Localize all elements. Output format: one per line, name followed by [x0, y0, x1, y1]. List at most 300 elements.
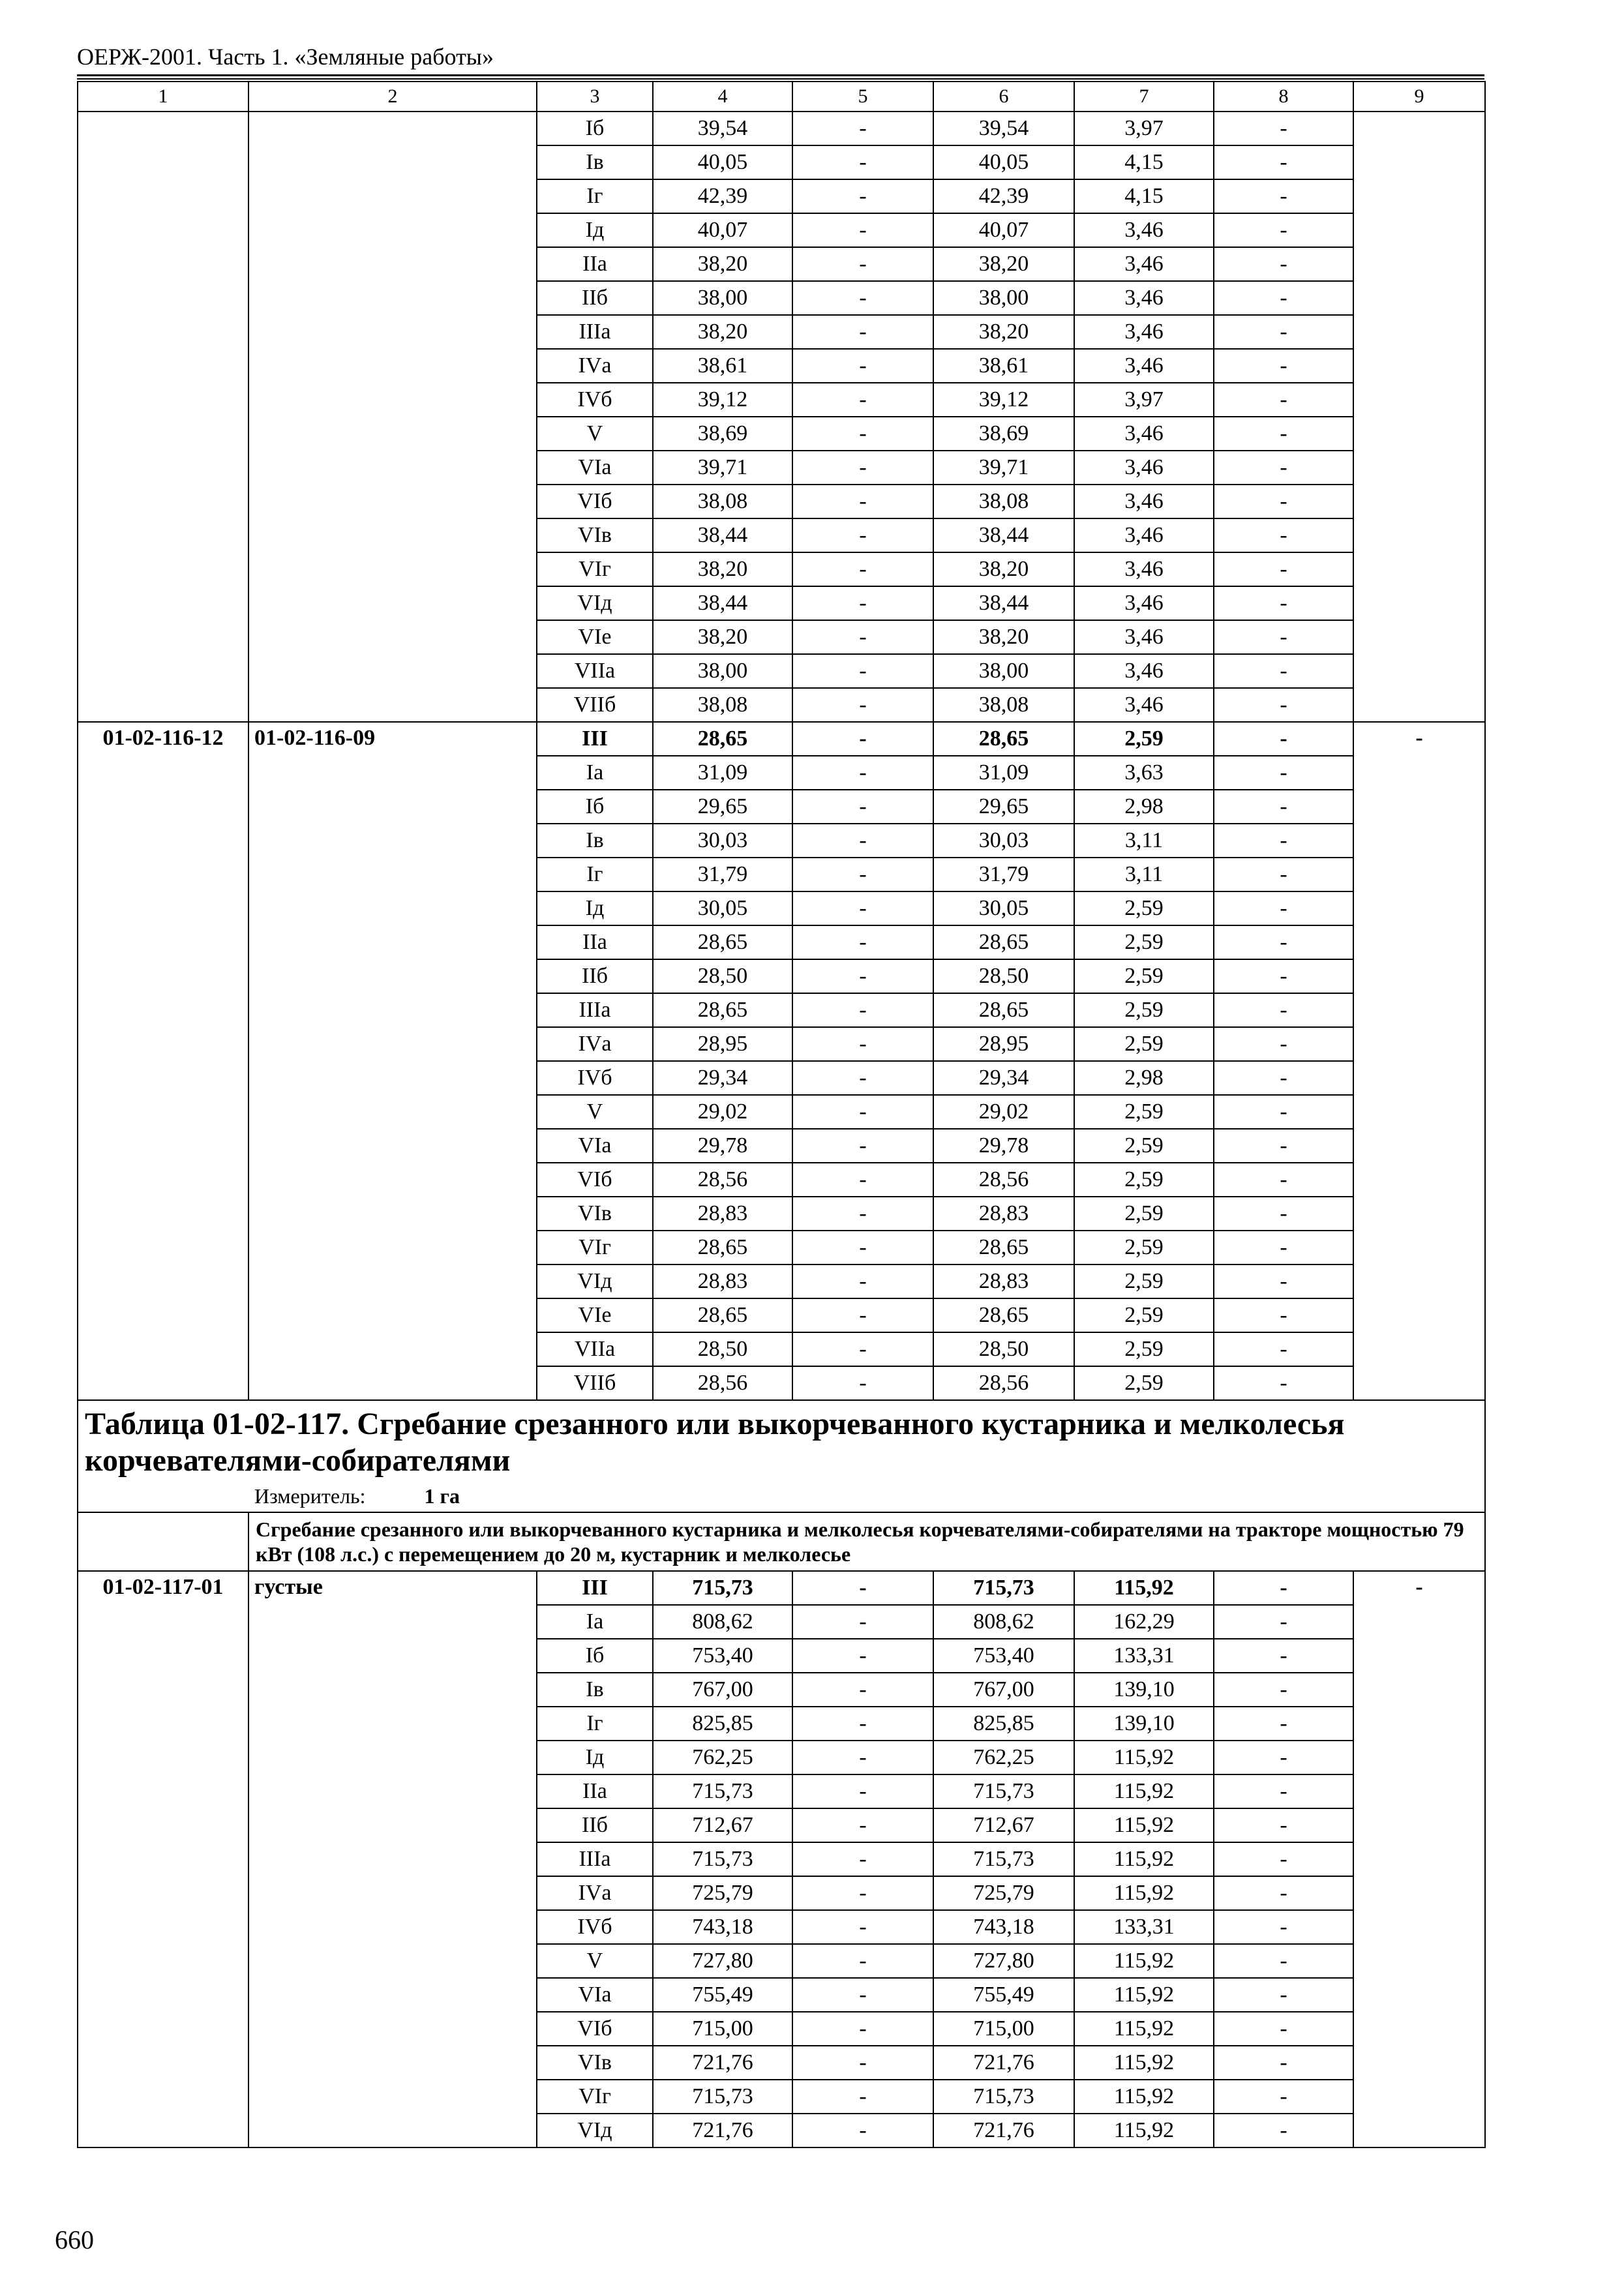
cell-col6: 715,73 [933, 2080, 1074, 2114]
cell-col8: - [1214, 1842, 1353, 1876]
cell-col8: - [1214, 1298, 1353, 1332]
region-category: Iв [537, 145, 653, 179]
column-number: 1 [78, 82, 248, 112]
cell-col8: - [1214, 1163, 1353, 1197]
cell-col6: 725,79 [933, 1876, 1074, 1910]
cell-col8: - [1214, 349, 1353, 383]
rate-code [78, 112, 248, 722]
region-category: VIа [537, 1129, 653, 1163]
cell-col7: 115,92 [1074, 2046, 1214, 2080]
cell-col4: 28,95 [653, 1027, 792, 1061]
region-category: Iв [537, 824, 653, 858]
region-category: III [537, 722, 653, 756]
table-row [78, 112, 1485, 145]
cell-col8: - [1214, 1027, 1353, 1061]
region-category: VIб [537, 1163, 653, 1197]
cell-col5: - [792, 620, 933, 654]
cell-col8: - [1214, 112, 1353, 145]
region-category: IIб [537, 1808, 653, 1842]
cell-col4: 38,69 [653, 417, 792, 451]
cell-col5: - [792, 688, 933, 722]
cell-col8: - [1214, 1095, 1353, 1129]
region-category: IVб [537, 1061, 653, 1095]
cell-col4: 715,73 [653, 1571, 792, 1605]
cell-col4: 715,73 [653, 1774, 792, 1808]
region-category: VIа [537, 451, 653, 485]
cell-col4: 743,18 [653, 1910, 792, 1944]
cell-col8: - [1214, 281, 1353, 315]
cell-col6: 29,78 [933, 1129, 1074, 1163]
cell-col4: 31,09 [653, 756, 792, 790]
region-category: VIIа [537, 1332, 653, 1366]
cell-col4: 39,71 [653, 451, 792, 485]
cell-col5: - [792, 1095, 933, 1129]
cell-col8: - [1214, 959, 1353, 993]
region-category: VIв [537, 518, 653, 552]
cell-col7: 3,46 [1074, 349, 1214, 383]
cell-col6: 38,44 [933, 586, 1074, 620]
region-category: VIв [537, 1197, 653, 1231]
cell-col7: 115,92 [1074, 1741, 1214, 1774]
cell-col7: 3,97 [1074, 383, 1214, 417]
cell-col8: - [1214, 2114, 1353, 2147]
cell-col7: 2,59 [1074, 1264, 1214, 1298]
rates-table-body [78, 82, 1485, 2147]
cell-col9: - [1353, 722, 1485, 1400]
cell-col7: 2,98 [1074, 790, 1214, 824]
rate-code: 01-02-117-01 [78, 1571, 248, 2147]
cell-col4: 825,85 [653, 1707, 792, 1741]
cell-col7: 115,92 [1074, 1876, 1214, 1910]
column-number: 6 [933, 82, 1074, 112]
column-number: 2 [248, 82, 537, 112]
cell-col6: 38,44 [933, 518, 1074, 552]
region-category: VIб [537, 2012, 653, 2046]
rate-name [248, 112, 537, 722]
page-header: ОЕРЖ-2001. Часть 1. «Земляные работы» [77, 44, 494, 70]
cell-col4: 721,76 [653, 2114, 792, 2147]
region-category: Iа [537, 756, 653, 790]
cell-col8: - [1214, 1639, 1353, 1673]
region-category: Iд [537, 1741, 653, 1774]
cell-col4: 38,20 [653, 552, 792, 586]
cell-col5: - [792, 1264, 933, 1298]
cell-col4: 38,20 [653, 620, 792, 654]
cell-col6: 29,65 [933, 790, 1074, 824]
cell-col4: 38,08 [653, 485, 792, 518]
cell-col6: 808,62 [933, 1605, 1074, 1639]
cell-col6: 28,65 [933, 1231, 1074, 1264]
cell-col7: 2,59 [1074, 925, 1214, 959]
cell-col7: 2,59 [1074, 1231, 1214, 1264]
cell-col8: - [1214, 2012, 1353, 2046]
cell-col5: - [792, 1605, 933, 1639]
cell-col7: 133,31 [1074, 1910, 1214, 1944]
cell-col5: - [792, 179, 933, 213]
cell-col5: - [792, 145, 933, 179]
region-category: Iг [537, 858, 653, 891]
cell-col9 [1353, 112, 1485, 722]
cell-col8: - [1214, 1876, 1353, 1910]
cell-col4: 38,44 [653, 586, 792, 620]
region-category: V [537, 417, 653, 451]
cell-col4: 38,20 [653, 247, 792, 281]
cell-col6: 721,76 [933, 2114, 1074, 2147]
cell-col7: 2,59 [1074, 1027, 1214, 1061]
cell-col8: - [1214, 1605, 1353, 1639]
table-row [78, 1571, 1485, 1605]
cell-col7: 3,46 [1074, 688, 1214, 722]
cell-col6: 727,80 [933, 1944, 1074, 1978]
cell-col4: 28,65 [653, 1231, 792, 1264]
cell-col6: 38,20 [933, 620, 1074, 654]
cell-col4: 29,78 [653, 1129, 792, 1163]
cell-col8: - [1214, 451, 1353, 485]
cell-col8: - [1214, 586, 1353, 620]
cell-col8: - [1214, 1707, 1353, 1741]
cell-col6: 38,00 [933, 654, 1074, 688]
region-category: IVа [537, 1027, 653, 1061]
column-number: 8 [1214, 82, 1353, 112]
table-title-row [78, 1400, 1485, 1512]
cell-col7: 2,59 [1074, 1129, 1214, 1163]
cell-col7: 3,46 [1074, 213, 1214, 247]
region-category: Iд [537, 891, 653, 925]
cell-col7: 115,92 [1074, 1774, 1214, 1808]
cell-col4: 28,83 [653, 1197, 792, 1231]
region-category: Iв [537, 1673, 653, 1707]
cell-col4: 28,65 [653, 1298, 792, 1332]
cell-col4: 28,65 [653, 722, 792, 756]
cell-col8: - [1214, 1129, 1353, 1163]
measure-label: Измеритель: [254, 1484, 366, 1508]
table-row [78, 722, 1485, 756]
cell-col6: 39,12 [933, 383, 1074, 417]
region-category: IIа [537, 925, 653, 959]
cell-col5: - [792, 2080, 933, 2114]
region-category: Iб [537, 790, 653, 824]
cell-col8: - [1214, 1571, 1353, 1605]
cell-col4: 40,05 [653, 145, 792, 179]
cell-col6: 753,40 [933, 1639, 1074, 1673]
region-category: VIг [537, 2080, 653, 2114]
cell-col7: 2,59 [1074, 1095, 1214, 1129]
cell-col6: 715,73 [933, 1842, 1074, 1876]
cell-col6: 755,49 [933, 1978, 1074, 2012]
cell-col6: 31,09 [933, 756, 1074, 790]
cell-col8: - [1214, 993, 1353, 1027]
cell-col4: 762,25 [653, 1741, 792, 1774]
cell-col4: 753,40 [653, 1639, 792, 1673]
cell-col6: 38,20 [933, 552, 1074, 586]
cell-col4: 38,44 [653, 518, 792, 552]
cell-col6: 825,85 [933, 1707, 1074, 1741]
region-category: Iг [537, 179, 653, 213]
cell-col6: 38,61 [933, 349, 1074, 383]
cell-col7: 3,46 [1074, 586, 1214, 620]
cell-col4: 28,83 [653, 1264, 792, 1298]
cell-col4: 721,76 [653, 2046, 792, 2080]
cell-col5: - [792, 993, 933, 1027]
measure-line [85, 1483, 1479, 1509]
cell-col5: - [792, 824, 933, 858]
cell-col8: - [1214, 145, 1353, 179]
cell-col5: - [792, 1129, 933, 1163]
page-number: 660 [55, 2225, 94, 2254]
cell-col6: 715,73 [933, 1571, 1074, 1605]
cell-col4: 727,80 [653, 1944, 792, 1978]
cell-col6: 28,65 [933, 925, 1074, 959]
cell-col5: - [792, 756, 933, 790]
cell-col5: - [792, 1978, 933, 2012]
cell-col4: 28,56 [653, 1366, 792, 1400]
cell-col4: 29,02 [653, 1095, 792, 1129]
cell-col4: 712,67 [653, 1808, 792, 1842]
cell-col5: - [792, 1876, 933, 1910]
cell-col5: - [792, 518, 933, 552]
cell-col6: 39,54 [933, 112, 1074, 145]
cell-col8: - [1214, 2080, 1353, 2114]
cell-col7: 3,46 [1074, 620, 1214, 654]
region-category: IIб [537, 281, 653, 315]
cell-col5: - [792, 1027, 933, 1061]
cell-col8: - [1214, 654, 1353, 688]
cell-col5: - [792, 790, 933, 824]
region-category: VIг [537, 1231, 653, 1264]
cell-col7: 115,92 [1074, 2114, 1214, 2147]
cell-col5: - [792, 1910, 933, 1944]
cell-col7: 115,92 [1074, 2012, 1214, 2046]
cell-col8: - [1214, 518, 1353, 552]
cell-col4: 39,12 [653, 383, 792, 417]
cell-col7: 2,59 [1074, 1366, 1214, 1400]
cell-col4: 38,00 [653, 281, 792, 315]
cell-col6: 40,07 [933, 213, 1074, 247]
cell-col7: 3,46 [1074, 552, 1214, 586]
cell-col5: - [792, 383, 933, 417]
rate-code: 01-02-116-12 [78, 722, 248, 1400]
region-category: Iа [537, 1605, 653, 1639]
cell-col7: 3,46 [1074, 315, 1214, 349]
region-category: V [537, 1095, 653, 1129]
cell-col4: 42,39 [653, 179, 792, 213]
cell-col7: 3,46 [1074, 281, 1214, 315]
cell-col7: 2,59 [1074, 1298, 1214, 1332]
cell-col6: 30,03 [933, 824, 1074, 858]
cell-col7: 3,11 [1074, 824, 1214, 858]
cell-col6: 38,69 [933, 417, 1074, 451]
cell-col4: 28,50 [653, 1332, 792, 1366]
cell-col5: - [792, 1944, 933, 1978]
region-category: IVа [537, 349, 653, 383]
region-category: VIв [537, 2046, 653, 2080]
cell-col7: 162,29 [1074, 1605, 1214, 1639]
cell-col6: 28,65 [933, 993, 1074, 1027]
region-category: VIIа [537, 654, 653, 688]
cell-col5: - [792, 247, 933, 281]
cell-col4: 715,73 [653, 2080, 792, 2114]
cell-col5: - [792, 654, 933, 688]
cell-col7: 115,92 [1074, 1571, 1214, 1605]
cell-col6: 42,39 [933, 179, 1074, 213]
cell-col4: 715,00 [653, 2012, 792, 2046]
cell-col8: - [1214, 2046, 1353, 2080]
cell-col4: 39,54 [653, 112, 792, 145]
region-category: IIIа [537, 315, 653, 349]
cell-col8: - [1214, 383, 1353, 417]
cell-col5: - [792, 281, 933, 315]
rate-name: 01-02-116-09 [248, 722, 537, 1400]
cell-col6: 28,65 [933, 722, 1074, 756]
cell-col8: - [1214, 620, 1353, 654]
cell-col5: - [792, 1707, 933, 1741]
cell-col8: - [1214, 1332, 1353, 1366]
measure-value: 1 га [424, 1484, 460, 1508]
cell-col8: - [1214, 824, 1353, 858]
region-category: IIа [537, 247, 653, 281]
cell-col8: - [1214, 179, 1353, 213]
cell-col4: 28,50 [653, 959, 792, 993]
cell-col7: 3,46 [1074, 485, 1214, 518]
cell-col6: 38,20 [933, 315, 1074, 349]
cell-col6: 743,18 [933, 1910, 1074, 1944]
cell-col4: 28,56 [653, 1163, 792, 1197]
table-title: Таблица 01-02-117. Сгребание срезанного или выкорчеванного кустарника и мелколесья корчевателями-собирателями [85, 1407, 1345, 1478]
cell-col6: 28,95 [933, 1027, 1074, 1061]
cell-col5: - [792, 1842, 933, 1876]
cell-col8: - [1214, 688, 1353, 722]
cell-col4: 29,34 [653, 1061, 792, 1095]
cell-col4: 30,03 [653, 824, 792, 858]
region-category: VIд [537, 586, 653, 620]
cell-col4: 30,05 [653, 891, 792, 925]
region-category: VIIб [537, 688, 653, 722]
region-category: VIг [537, 552, 653, 586]
cell-col5: - [792, 1163, 933, 1197]
cell-col8: - [1214, 756, 1353, 790]
cell-col6: 715,00 [933, 2012, 1074, 2046]
cell-col8: - [1214, 722, 1353, 756]
cell-col8: - [1214, 1910, 1353, 1944]
cell-col8: - [1214, 1774, 1353, 1808]
cell-col8: - [1214, 417, 1353, 451]
cell-col5: - [792, 722, 933, 756]
cell-col5: - [792, 925, 933, 959]
column-number: 4 [653, 82, 792, 112]
cell-col5: - [792, 1673, 933, 1707]
region-category: IVб [537, 383, 653, 417]
cell-col6: 38,08 [933, 485, 1074, 518]
region-category: III [537, 1571, 653, 1605]
region-category: IIа [537, 1774, 653, 1808]
cell-col8: - [1214, 1197, 1353, 1231]
region-category: IIIа [537, 1842, 653, 1876]
region-category: IIб [537, 959, 653, 993]
cell-col8: - [1214, 925, 1353, 959]
column-number-row [78, 82, 1485, 112]
cell-col5: - [792, 2012, 933, 2046]
cell-col7: 115,92 [1074, 1808, 1214, 1842]
rate-name: густые [248, 1571, 537, 2147]
cell-col5: - [792, 1571, 933, 1605]
cell-col4: 40,07 [653, 213, 792, 247]
cell-col6: 38,00 [933, 281, 1074, 315]
description-blank [78, 1512, 248, 1571]
cell-col4: 755,49 [653, 1978, 792, 2012]
cell-col5: - [792, 891, 933, 925]
cell-col5: - [792, 1808, 933, 1842]
cell-col7: 4,15 [1074, 179, 1214, 213]
cell-col7: 2,59 [1074, 891, 1214, 925]
cell-col7: 4,15 [1074, 145, 1214, 179]
cell-col7: 115,92 [1074, 2080, 1214, 2114]
cell-col8: - [1214, 790, 1353, 824]
cell-col5: - [792, 1366, 933, 1400]
region-category: VIд [537, 1264, 653, 1298]
cell-col8: - [1214, 247, 1353, 281]
cell-col7: 3,63 [1074, 756, 1214, 790]
cell-col8: - [1214, 1366, 1353, 1400]
cell-col8: - [1214, 1673, 1353, 1707]
cell-col8: - [1214, 1944, 1353, 1978]
cell-col5: - [792, 1298, 933, 1332]
cell-col7: 115,92 [1074, 1944, 1214, 1978]
cell-col6: 29,34 [933, 1061, 1074, 1095]
cell-col4: 29,65 [653, 790, 792, 824]
cell-col6: 30,05 [933, 891, 1074, 925]
cell-col4: 28,65 [653, 993, 792, 1027]
cell-col8: - [1214, 1741, 1353, 1774]
cell-col4: 38,08 [653, 688, 792, 722]
cell-col5: - [792, 552, 933, 586]
cell-col8: - [1214, 1808, 1353, 1842]
cell-col5: - [792, 1774, 933, 1808]
cell-col7: 3,46 [1074, 417, 1214, 451]
cell-col7: 133,31 [1074, 1639, 1214, 1673]
region-category: VIа [537, 1978, 653, 2012]
region-category: IVа [537, 1876, 653, 1910]
cell-col6: 28,83 [933, 1264, 1074, 1298]
cell-col6: 39,71 [933, 451, 1074, 485]
cell-col5: - [792, 1332, 933, 1366]
cell-col5: - [792, 2114, 933, 2147]
region-category: VIе [537, 1298, 653, 1332]
cell-col7: 3,46 [1074, 451, 1214, 485]
cell-col5: - [792, 1639, 933, 1673]
work-description: Сгребание срезанного или выкорчеванного кустарника и мелколесья корчевателями-собирателями на тракторе мощностью 79 кВт (108 л.с.) с перемещением до 20 м, кустарник и мелколесье [248, 1512, 1485, 1571]
cell-col6: 762,25 [933, 1741, 1074, 1774]
cell-col5: - [792, 1231, 933, 1264]
cell-col5: - [792, 315, 933, 349]
cell-col6: 38,08 [933, 688, 1074, 722]
region-category: VIб [537, 485, 653, 518]
region-category: IVб [537, 1910, 653, 1944]
cell-col6: 721,76 [933, 2046, 1074, 2080]
region-category: VIIб [537, 1366, 653, 1400]
cell-col8: - [1214, 1061, 1353, 1095]
cell-col8: - [1214, 315, 1353, 349]
cell-col4: 38,61 [653, 349, 792, 383]
table-title-cell [78, 1400, 1485, 1512]
region-category: IIIа [537, 993, 653, 1027]
region-category: Iг [537, 1707, 653, 1741]
region-category: Iд [537, 213, 653, 247]
description-row [78, 1512, 1485, 1571]
cell-col4: 31,79 [653, 858, 792, 891]
cell-col5: - [792, 112, 933, 145]
cell-col8: - [1214, 1231, 1353, 1264]
cell-col7: 2,59 [1074, 1332, 1214, 1366]
